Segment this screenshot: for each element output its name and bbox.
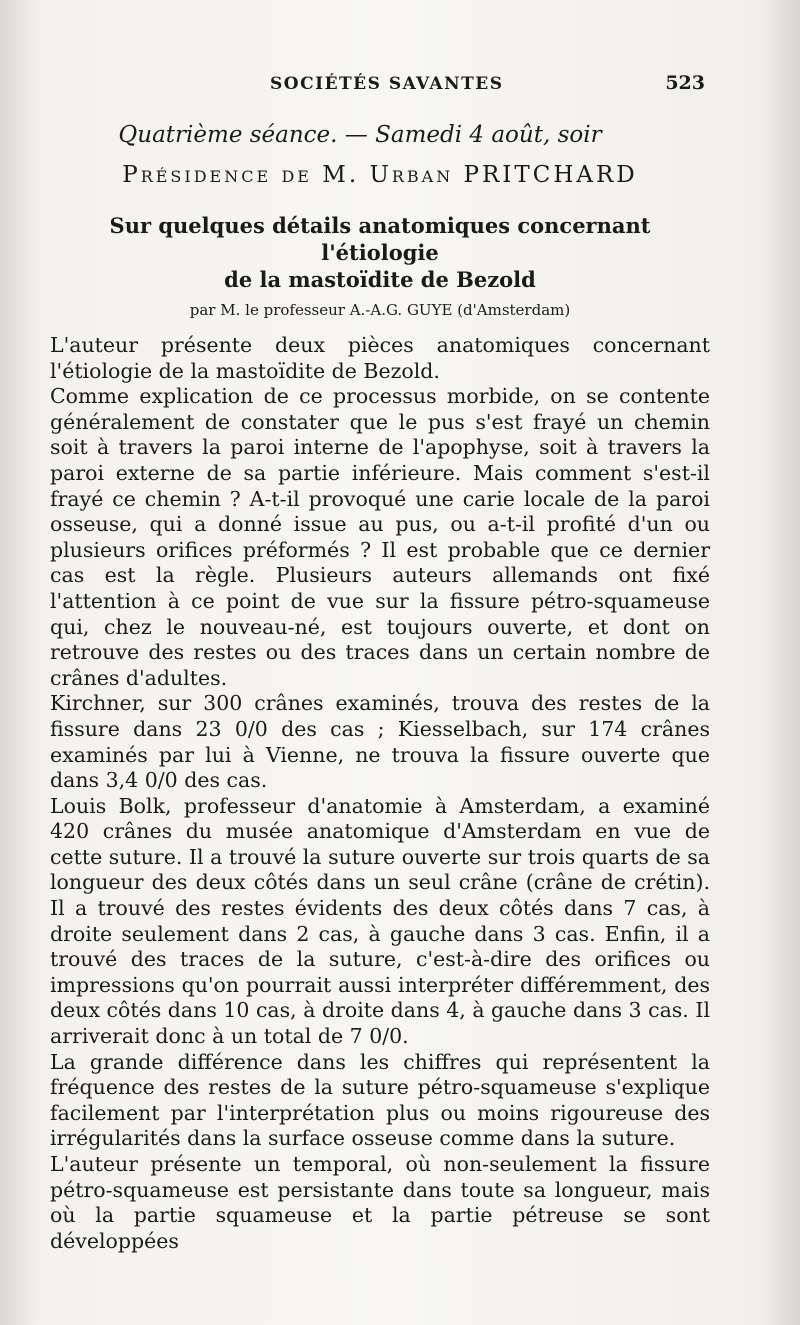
paragraph: Comme explication de ce processus morbide, on se contente généralement de constater que le pus s'est frayé un chemin soit à travers la paroi interne de l'apophyse, soit à travers la paroi externe de sa partie inférieure. Mais comment s'est-il frayé ce chemin ? A-t-il provoqué une carie locale de la paroi osseuse, qui a donné issue au pus, ou a-t-il profité d'un ou plusieurs orifices préformés ? Il est probable que ce dernier cas est la règle. Plusieurs auteurs allemands ont fixé l'attention à ce point de vue sur la fissure pétro-squameuse qui, chez le nouveau-né, est toujours ouverte, et dont on retrouve des restes ou des traces dans un certain nombre de crânes d'adultes. — [50, 384, 710, 690]
paragraph: La grande différence dans les chiffres qui représentent la fréquence des restes de la suture pétro-squameuse s'explique facilement par l'interprétation plus ou moins rigoureuse des irrégularités dans la surface osseuse comme dans la suture. — [50, 1049, 710, 1151]
text-block — [50, 122, 710, 1254]
running-head — [60, 72, 705, 102]
article-title-line-2: de la mastoïdite de Bezold — [224, 267, 536, 292]
article-byline: par M. le professeur A.-A.G. GUYE (d'Amsterdam) — [189, 301, 571, 319]
page-number: 523 — [665, 72, 705, 94]
article-title-line-1: Sur quelques détails anatomiques concernant l'étiologie — [109, 213, 651, 265]
paragraph: Louis Bolk, professeur d'anatomie à Amsterdam, a examiné 420 crânes du musée anatomique d'Amsterdam en vue de cette suture. Il a trouvé la suture ouverte sur trois quarts de sa longueur des deux côtés dans un seul crâne (crâne de crétin). Il a trouvé des restes évidents des deux côtés dans 7 cas, à droite seulement dans 2 cas, à gauche dans 3 cas. Enfin, il a trouvé des traces de la suture, c'est-à-dire des orifices ou impressions qu'on pourrait aussi interpréter différemment, des deux côtés dans 10 cas, à droite dans 4, à gauche dans 3 cas. Il arriverait donc à un total de 7 0/0. — [50, 793, 710, 1049]
paragraph: Kirchner, sur 300 crânes examinés, trouva des restes de la fissure dans 23 0/0 des cas ; Kiesselbach, sur 174 crânes examinés par lui à Vienne, ne trouva la fissure ouverte que dans 3,4 0/0 des cas. — [50, 691, 710, 793]
article-body — [50, 333, 710, 1254]
paragraph: L'auteur présente deux pièces anatomiques concernant l'étiologie de la mastoïdite de Bezold. — [50, 333, 710, 383]
session-heading: Quatrième séance. — Samedi 4 août, soir — [118, 122, 602, 148]
running-head-title: SOCIÉTÉS SAVANTES — [270, 74, 504, 94]
article-title — [50, 212, 710, 293]
paragraph: L'auteur présente un temporal, où non-seulement la fissure pétro-squameuse est persistante dans toute sa longueur, mais où la partie squameuse et la partie pétreuse se sont développées — [50, 1152, 710, 1253]
presidence-heading: Présidence de M. Urban PRITCHARD — [122, 162, 638, 188]
